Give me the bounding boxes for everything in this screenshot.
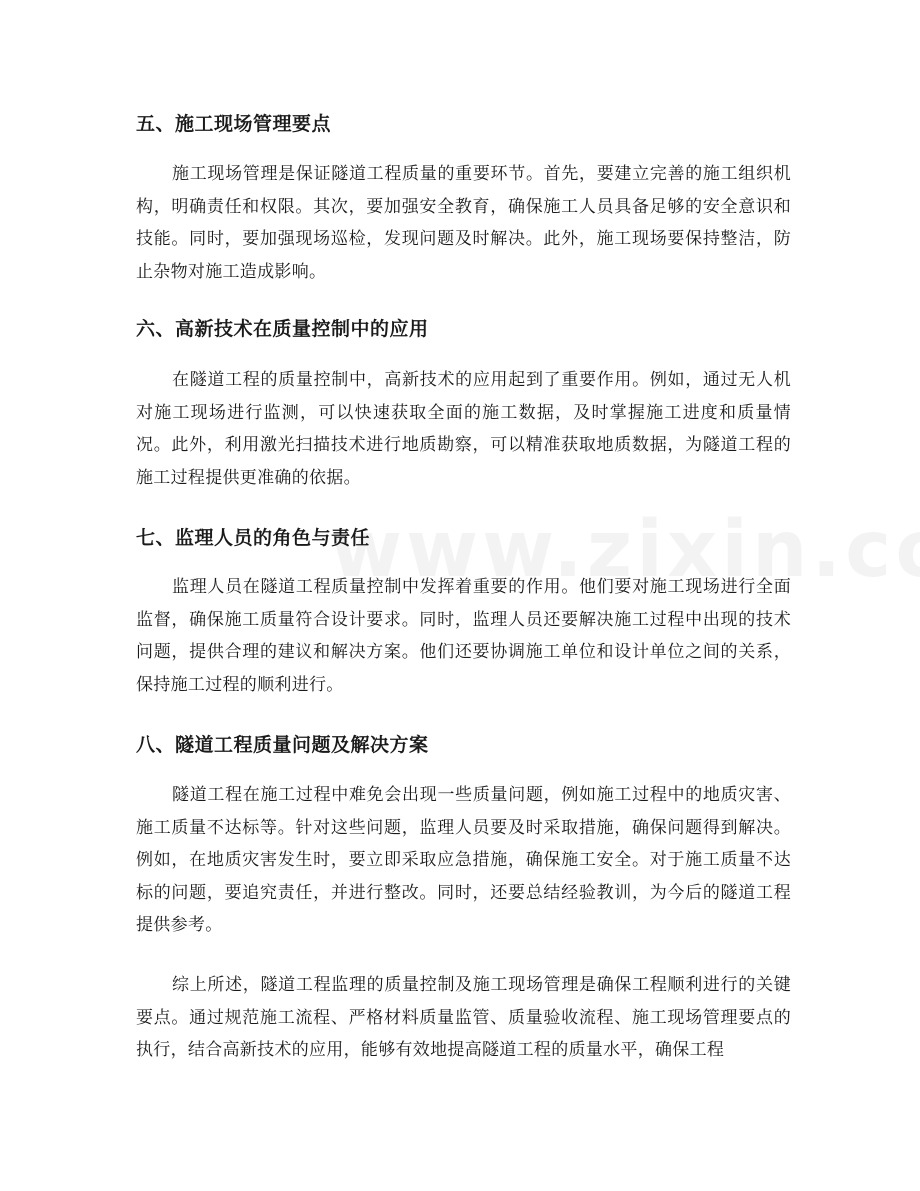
section-heading-8: 八、隧道工程质量问题及解决方案 <box>136 734 429 756</box>
section-paragraph-8: 隧道工程在施工过程中难免会出现一些质量问题，例如施工过程中的地质灾害、施工质量不达标等。针对这些问题，监理人员要及时采取措施，确保问题得到解决。例如，在地质灾害发生时，要立即采取应急措施，确保施工安全。对于施工质量不达标的问题，要追究责任，并进行整改。同时，还要总结经验教训，为今后的隧道工程提供参考。 <box>136 785 791 935</box>
section-paragraph-5: 施工现场管理是保证隧道工程质量的重要环节。首先，要建立完善的施工组织机构，明确责任和权限。其次，要加强安全教育，确保施工人员具备足够的安全意识和技能。同时，要加强现场巡检，发现问题及时解决。此外，施工现场要保持整洁，防止杂物对施工造成影响。 <box>136 164 791 282</box>
section-paragraph-7: 监理人员在隧道工程质量控制中发挥着重要的作用。他们要对施工现场进行全面监督，确保施工质量符合设计要求。同时，监理人员还要解决施工过程中出现的技术问题，提供合理的建议和解决方案。他们还要协调施工单位和设计单位之间的关系，保持施工过程的顺利进行。 <box>136 577 791 695</box>
section-heading-5: 五、施工现场管理要点 <box>136 113 332 135</box>
conclusion-paragraph: 综上所述，隧道工程监理的质量控制及施工现场管理是确保工程顺利进行的关键要点。通过规范施工流程、严格材料质量监管、质量验收流程、施工现场管理要点的执行，结合高新技术的应用，能够有效地提高隧道工程的质量水平，确保工程 <box>136 975 791 1060</box>
section-heading-7: 七、监理人员的角色与责任 <box>136 527 371 549</box>
section-heading-6: 六、高新技术在质量控制中的应用 <box>136 318 429 340</box>
section-paragraph-6: 在隧道工程的质量控制中，高新技术的应用起到了重要作用。例如，通过无人机对施工现场进行监测，可以快速获取全面的施工数据，及时掌握施工进度和质量情况。此外，利用激光扫描技术进行地质勘察，可以精准获取地质数据，为隧道工程的施工过程提供更准确的依据。 <box>136 370 791 488</box>
